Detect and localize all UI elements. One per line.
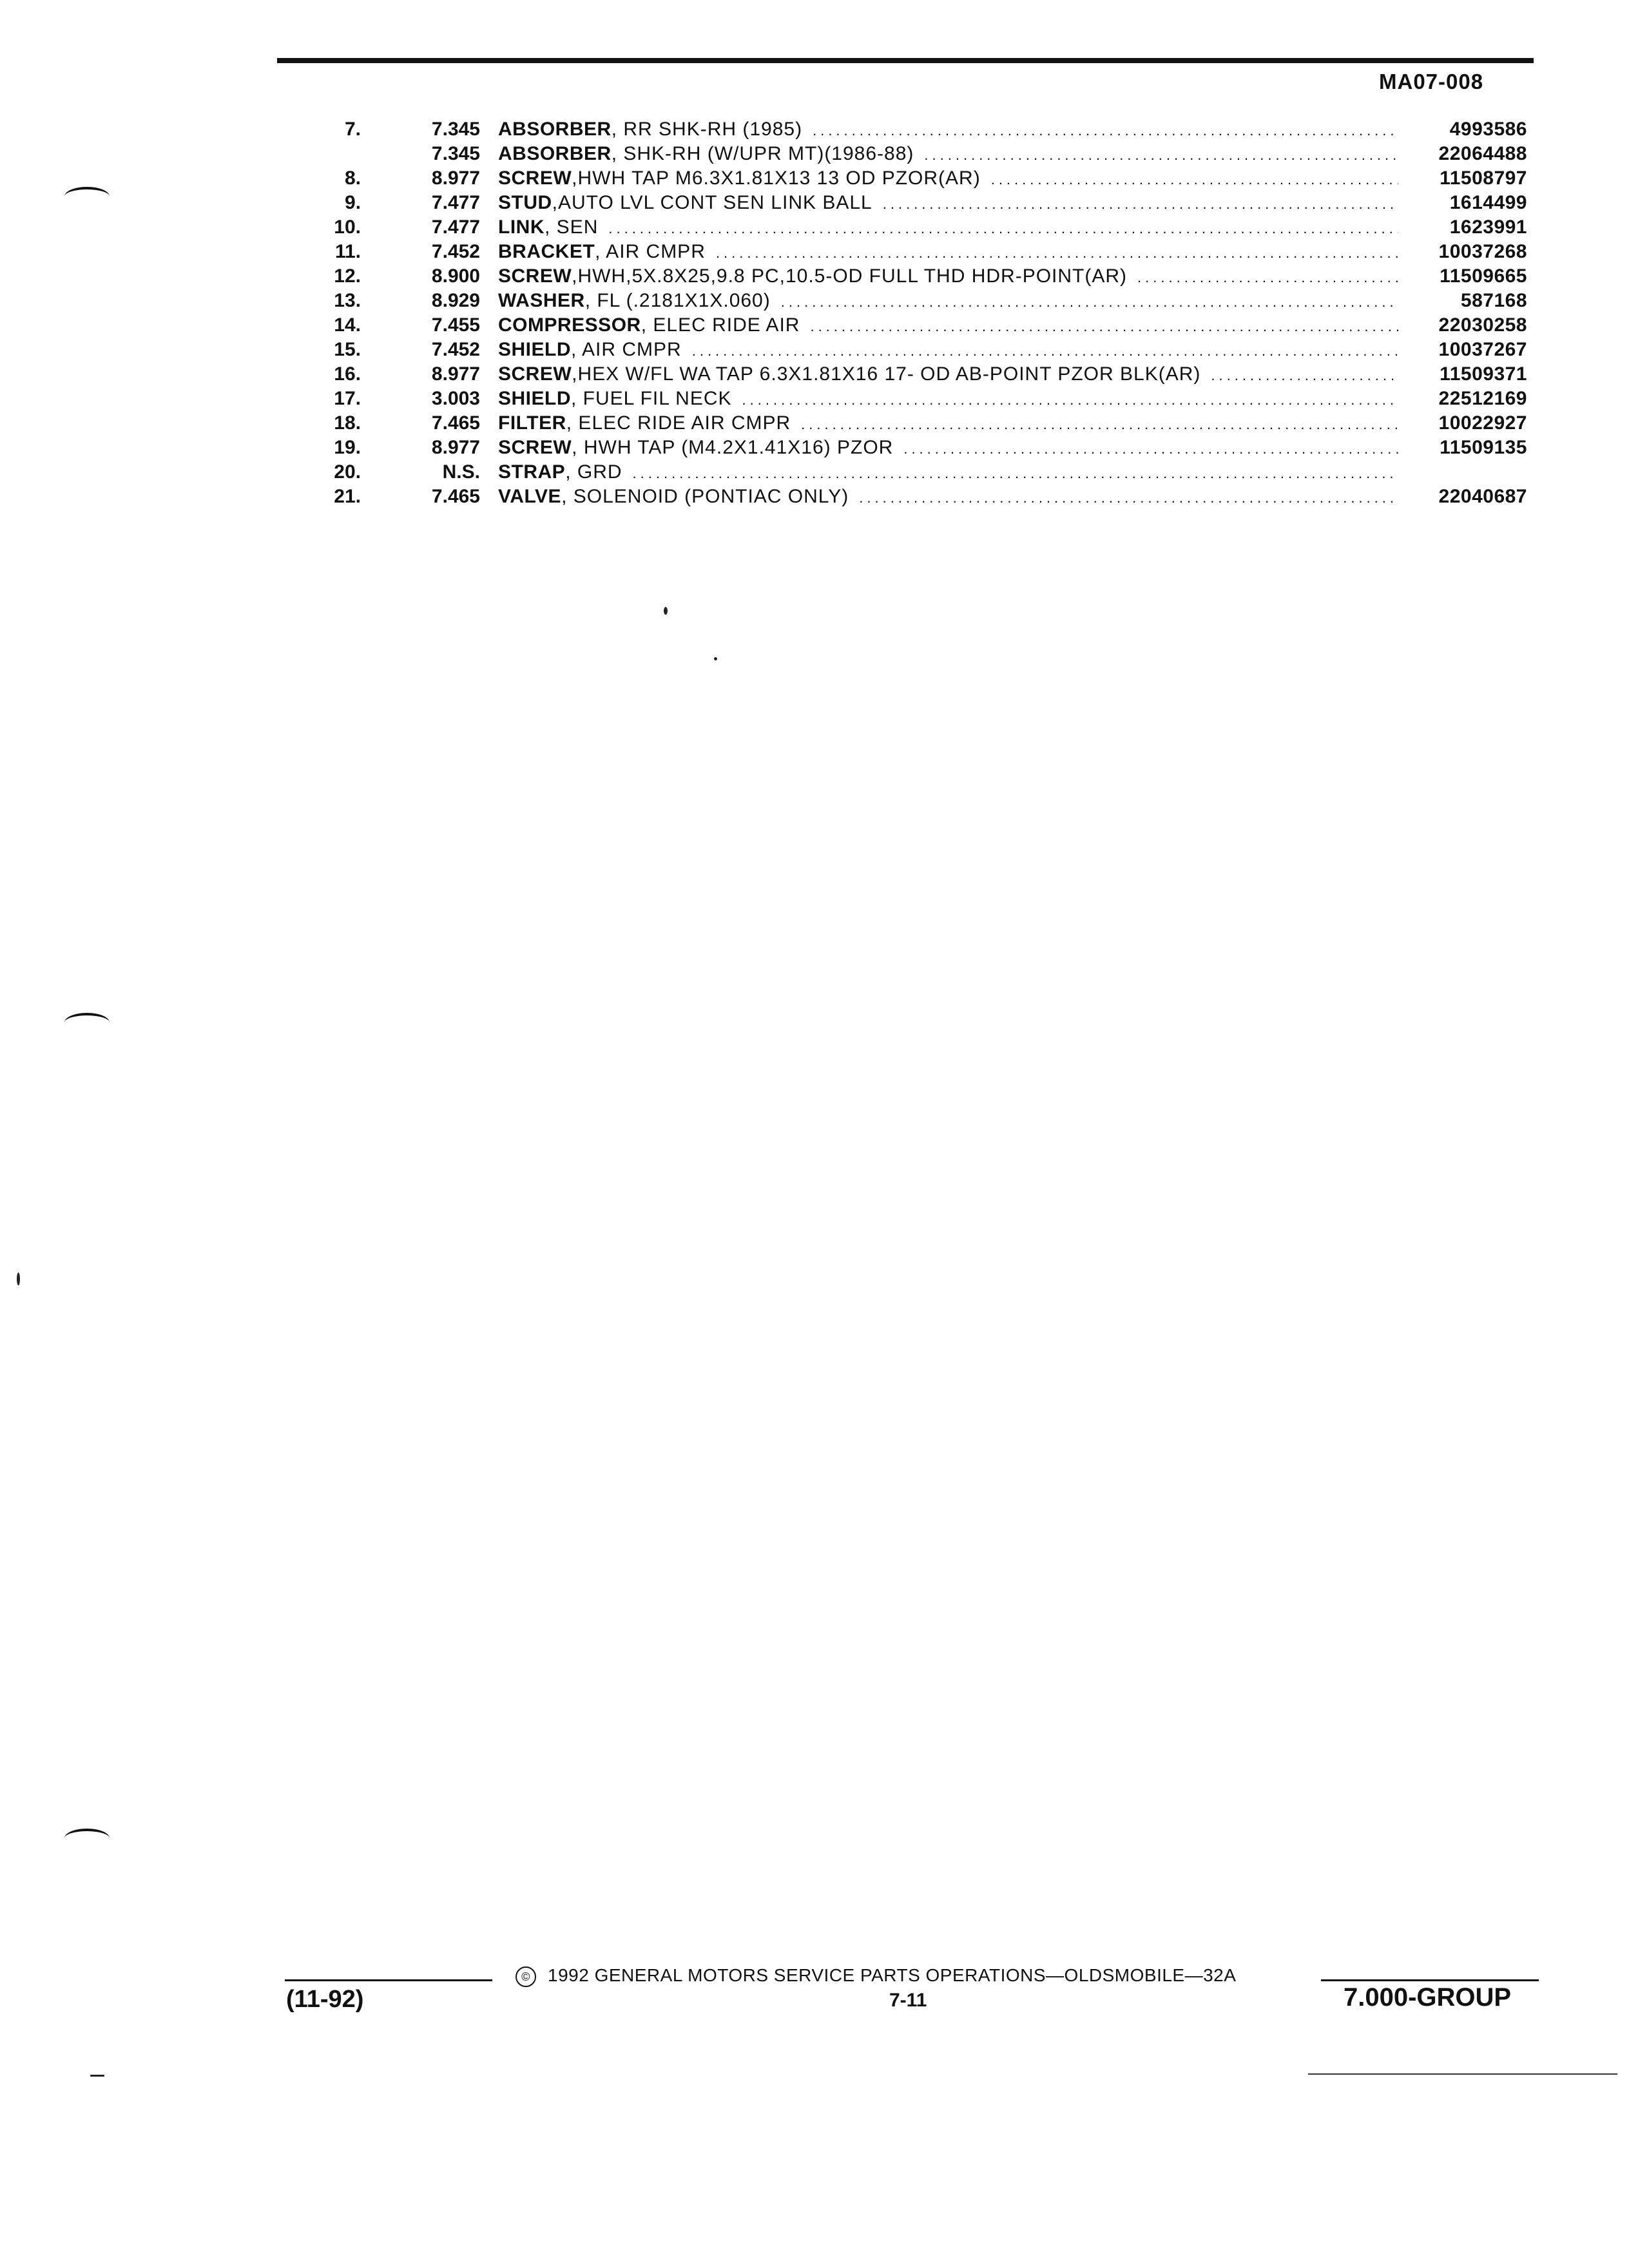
part-number: 11509371 — [1440, 363, 1527, 385]
part-detail: , HWH TAP (M4.2X1.41X16) PZOR — [572, 437, 894, 458]
item-number: 16. — [334, 363, 361, 385]
part-name: SCREW — [498, 363, 572, 385]
leader-dots — [813, 119, 1398, 143]
item-number: 19. — [334, 437, 361, 458]
part-number: 11509135 — [1440, 437, 1527, 458]
item-number: 10. — [334, 216, 361, 238]
part-detail: , FL (.2181X1X.060) — [584, 290, 771, 311]
part-name: STUD — [498, 192, 552, 213]
part-row — [284, 436, 1527, 460]
part-row — [284, 362, 1527, 387]
binder-hole-mark-top — [64, 187, 110, 206]
group-number: 7.465 — [431, 412, 480, 434]
group-number: 8.929 — [431, 290, 480, 311]
part-name: SCREW — [498, 437, 572, 458]
speck — [664, 607, 668, 615]
part-name: BRACKET — [498, 241, 595, 262]
part-number: 4993586 — [1449, 119, 1527, 140]
group-number: N.S. — [442, 461, 480, 483]
part-description — [480, 485, 1398, 510]
item-number: 8. — [344, 168, 361, 189]
copyright-symbol: © — [516, 1966, 536, 1987]
part-number: 11509665 — [1440, 265, 1527, 287]
part-detail: , RR SHK-RH (1985) — [611, 119, 803, 140]
page-number: 7-11 — [889, 1990, 927, 2011]
part-description — [480, 166, 1398, 192]
part-number: 22030258 — [1438, 314, 1527, 336]
speck — [714, 657, 717, 660]
part-row — [284, 411, 1527, 436]
part-description — [480, 313, 1398, 339]
top-rule — [277, 58, 1534, 63]
part-description — [480, 387, 1398, 412]
item-number: 14. — [334, 314, 361, 336]
leader-dots — [1211, 363, 1398, 388]
part-detail: , ELEC RIDE AIR CMPR — [566, 412, 791, 434]
part-description — [480, 362, 1398, 388]
group-number: 7.452 — [431, 339, 480, 360]
copyright-line — [516, 1965, 1236, 1987]
leader-dots — [801, 412, 1398, 437]
part-description — [480, 411, 1398, 437]
part-name: VALVE — [498, 486, 562, 507]
part-row — [284, 117, 1527, 142]
leader-dots — [810, 314, 1398, 339]
leader-dots — [859, 486, 1398, 510]
part-description — [480, 191, 1398, 216]
part-row — [284, 142, 1527, 166]
part-number: 11508797 — [1440, 168, 1527, 189]
group-number: 8.977 — [431, 168, 480, 189]
parts-list — [284, 117, 1527, 509]
leader-dots — [692, 339, 1398, 363]
part-number: 1614499 — [1449, 192, 1527, 213]
item-number: 20. — [334, 461, 361, 483]
item-number: 11. — [334, 241, 361, 262]
part-name: LINK — [498, 216, 545, 238]
part-detail: , SHK-RH (W/UPR MT)(1986-88) — [611, 143, 914, 164]
illustration-code: MA07-008 — [1379, 70, 1484, 93]
leader-dots — [716, 241, 1398, 265]
part-number: 10022927 — [1438, 412, 1527, 434]
group-number: 7.477 — [431, 192, 480, 213]
revision-date: (11-92) — [286, 1986, 364, 2013]
part-detail: , AIR CMPR — [595, 241, 706, 262]
part-detail: , FUEL FIL NECK — [571, 388, 732, 409]
leader-dots — [883, 192, 1398, 216]
item-number: 9. — [344, 192, 361, 213]
part-detail: , SOLENOID (PONTIAC ONLY) — [561, 486, 849, 507]
part-name: ABSORBER — [498, 143, 612, 164]
group-number: 8.977 — [431, 437, 480, 458]
part-name: ABSORBER — [498, 119, 612, 140]
group-number: 8.900 — [431, 265, 480, 287]
item-number: 7. — [344, 119, 361, 140]
part-row — [284, 191, 1527, 215]
item-number: 21. — [334, 486, 361, 507]
part-row — [284, 166, 1527, 191]
group-number: 7.345 — [431, 143, 480, 164]
leader-dots — [781, 290, 1398, 314]
part-detail: , GRD — [565, 461, 622, 483]
part-row — [284, 460, 1527, 485]
part-detail: ,HWH TAP M6.3X1.81X13 13 OD PZOR(AR) — [572, 168, 981, 189]
part-number: 1623991 — [1449, 216, 1527, 238]
part-description — [480, 338, 1398, 363]
part-row — [284, 313, 1527, 338]
part-name: FILTER — [498, 412, 566, 434]
part-number: 10037268 — [1438, 241, 1527, 262]
leader-dots — [1137, 265, 1398, 290]
part-name: SCREW — [498, 265, 572, 287]
footer-rule-left — [285, 1979, 492, 1981]
part-row — [284, 240, 1527, 264]
binder-hole-mark-middle — [64, 1013, 110, 1032]
part-name: SHIELD — [498, 388, 572, 409]
part-row — [284, 485, 1527, 509]
item-number: 15. — [334, 339, 361, 360]
copyright-text: 1992 GENERAL MOTORS SERVICE PARTS OPERATIONS—OLDSMOBILE—32A — [548, 1965, 1237, 1985]
leader-dots — [991, 168, 1398, 192]
binder-hole-mark-bottom — [64, 1829, 110, 1848]
item-number: 12. — [334, 265, 361, 287]
part-number: 587168 — [1460, 290, 1527, 311]
part-description — [480, 264, 1398, 290]
group-number: 3.003 — [431, 388, 480, 409]
leader-dots — [924, 143, 1398, 168]
part-name: SCREW — [498, 168, 572, 189]
speck — [17, 1273, 20, 1285]
part-name: SHIELD — [498, 339, 572, 360]
leader-dots — [608, 216, 1398, 241]
part-row — [284, 338, 1527, 362]
group-number: 7.452 — [431, 241, 480, 262]
part-detail: ,HWH,5X.8X25,9.8 PC,10.5-OD FULL THD HDR-POINT(AR) — [572, 265, 1128, 287]
part-number: 22512169 — [1438, 388, 1527, 409]
bottom-rule — [1308, 2073, 1617, 2075]
part-name: STRAP — [498, 461, 566, 483]
part-row — [284, 215, 1527, 240]
group-number: 7.477 — [431, 216, 480, 238]
group-number: 8.977 — [431, 363, 480, 385]
group-label: 7.000-GROUP — [1344, 1983, 1512, 2012]
part-number: 22064488 — [1438, 143, 1527, 164]
part-description — [480, 289, 1398, 314]
part-detail: , SEN — [545, 216, 599, 238]
part-detail: ,HEX W/FL WA TAP 6.3X1.81X16 17- OD AB-POINT PZOR BLK(AR) — [572, 363, 1201, 385]
group-number: 7.345 — [431, 119, 480, 140]
part-row — [284, 264, 1527, 289]
leader-dots — [903, 437, 1398, 461]
part-number: 10037267 — [1438, 339, 1527, 360]
leader-dots — [742, 388, 1398, 412]
part-name: COMPRESSOR — [498, 314, 641, 336]
part-number: 22040687 — [1438, 486, 1527, 507]
item-number: 13. — [334, 290, 361, 311]
group-number: 7.465 — [431, 486, 480, 507]
part-detail: , AIR CMPR — [571, 339, 682, 360]
footer-rule-right — [1321, 1979, 1539, 1981]
part-description — [480, 117, 1398, 143]
part-detail: , ELEC RIDE AIR — [641, 314, 800, 336]
item-number: 18. — [334, 412, 361, 434]
part-description — [480, 460, 1398, 486]
part-detail: ,AUTO LVL CONT SEN LINK BALL — [552, 192, 872, 213]
part-description — [480, 436, 1398, 461]
part-description — [480, 240, 1398, 265]
part-description — [480, 142, 1398, 168]
part-row — [284, 289, 1527, 313]
part-name: WASHER — [498, 290, 585, 311]
item-number: 17. — [334, 388, 361, 409]
part-description — [480, 215, 1398, 241]
group-number: 7.455 — [431, 314, 480, 336]
leader-dots — [633, 461, 1398, 486]
part-row — [284, 387, 1527, 411]
speck — [90, 2075, 104, 2077]
